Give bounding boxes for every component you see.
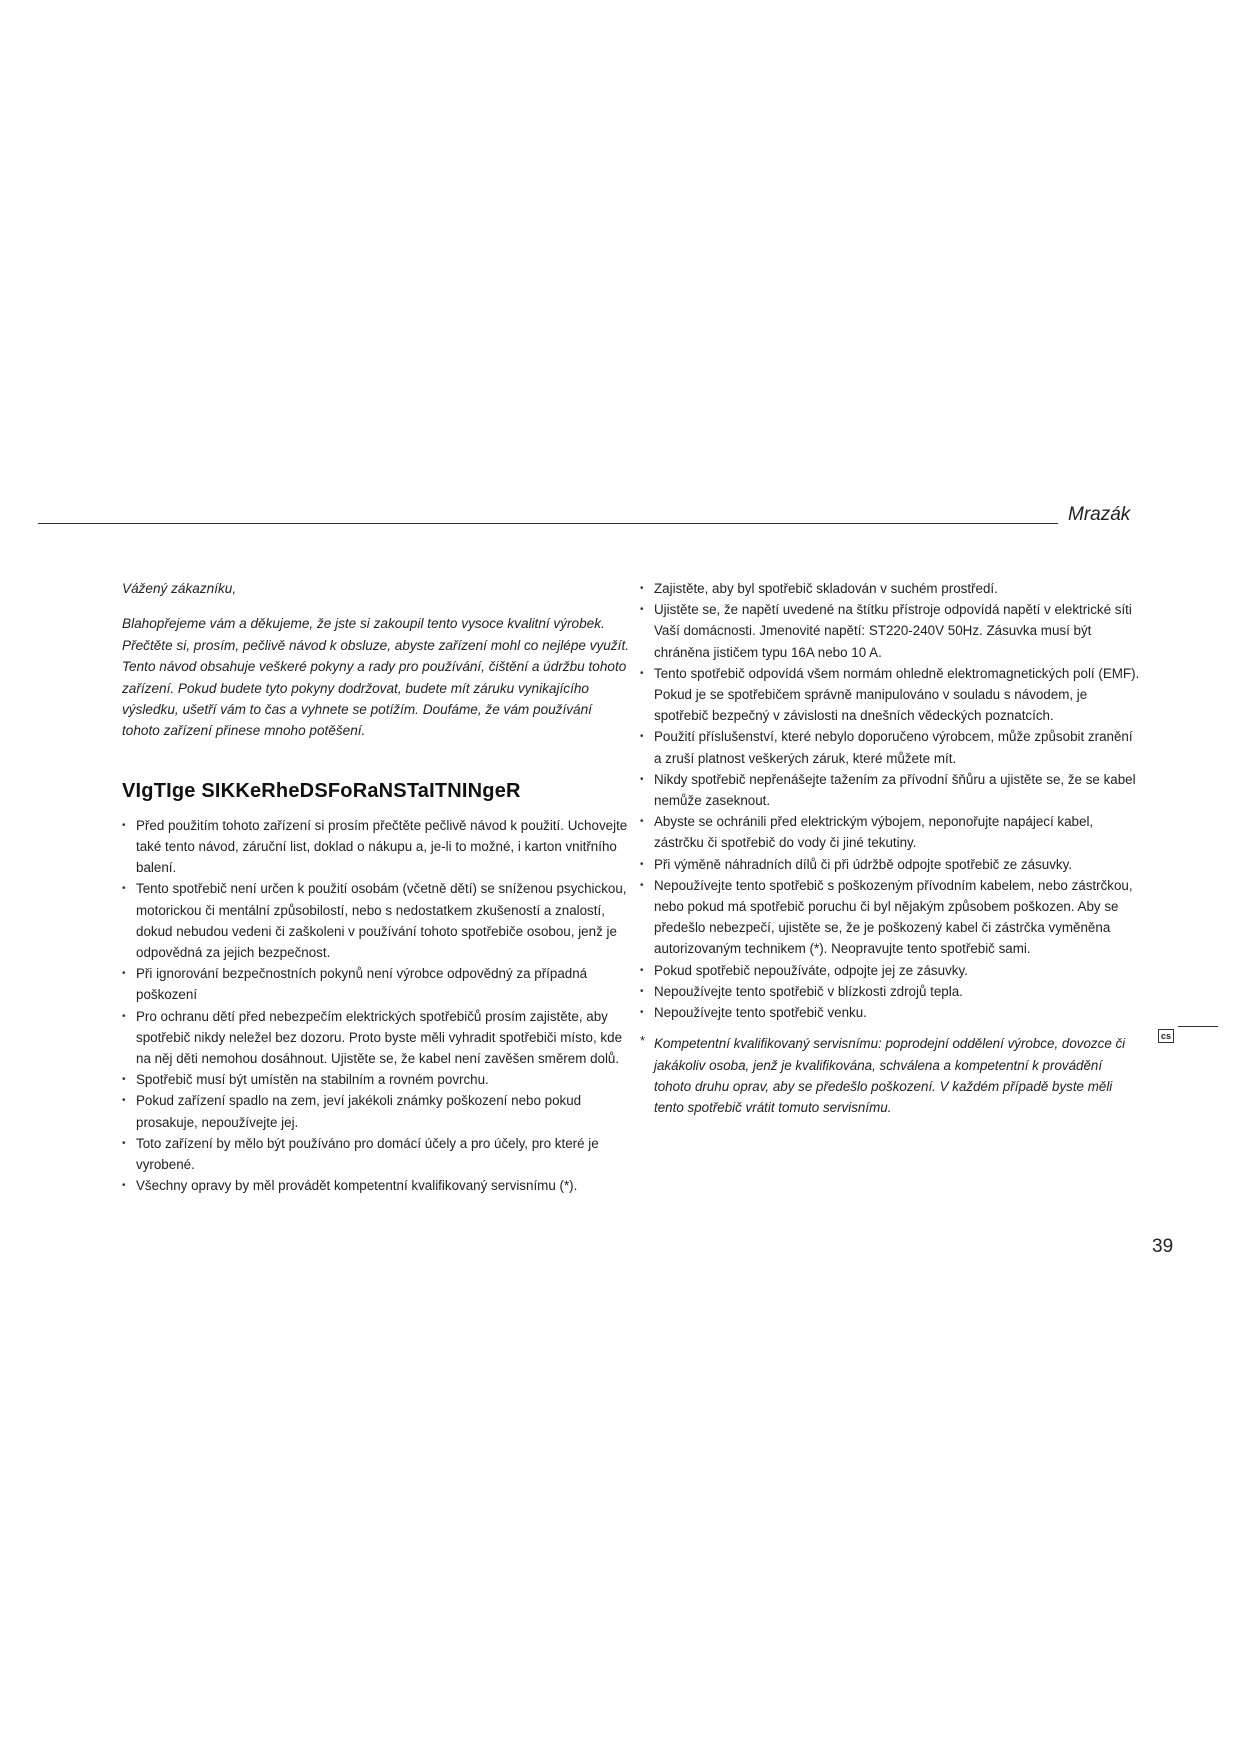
list-item: • Použití příslušenství, které nebylo doporučeno výrobcem, může způsobit zranění a zruší platnost veškerých záruk, které můžete mít. (640, 726, 1140, 768)
language-tab-line (1178, 1026, 1218, 1027)
footnote-marker: * (640, 1033, 646, 1049)
list-item: • Při výměně náhradních dílů či při údržbě odpojte spotřebič ze zásuvky. (640, 854, 1140, 875)
list-item: • Ujistěte se, že napětí uvedené na štítku přístroje odpovídá napětí v elektrické síti Vaší domácnosti. Jmenovité napětí: ST220-240V 50Hz. Zásuvka musí být chráněna jističem typu 16A nebo 10 A. (640, 599, 1140, 663)
list-item: • Nepoužívejte tento spotřebič s poškozeným přívodním kabelem, nebo zástrčkou, nebo pokud má spotřebič poruchu či byl nějakým způsobem poškozen. Aby se předešlo nebezpečí, ujistěte se, že je poškozený kabel či zástrčka vyměněna autorizovaným technikem (*). Neopravujte tento spotřebič sami. (640, 875, 1140, 960)
list-item: • Nepoužívejte tento spotřebič venku. (640, 1002, 1140, 1023)
list-item: • Pokud spotřebič nepoužíváte, odpojte jej ze zásuvky. (640, 960, 1140, 981)
list-item: • Pokud zařízení spadlo na zem, jeví jakékoli známky poškození nebo pokud prosakuje, nepoužívejte jej. (122, 1090, 632, 1132)
safety-heading: VIgTIge SIKKeRheDSFoRaNSTaITNINgeR (122, 779, 521, 802)
footnote-text: Kompetentní kvalifikovaný servisnímu: poprodejní oddělení výrobce, dovozce či jakákoliv osoba, jenž je kvalifikována, schválena a kompetentní k provádění tohoto druhu oprav, aby se předešlo poškození. V každém případě byste měli tento spotřebič vrátit tomuto servisnímu. (654, 1036, 1126, 1116)
intro-block (122, 578, 632, 742)
language-label: cs (1158, 1029, 1174, 1043)
list-item: • Toto zařízení by mělo být používáno pro domácí účely a pro účely, pro které je vyrobené. (122, 1133, 632, 1175)
page-number: 39 (1152, 1236, 1174, 1257)
footnote (640, 1033, 1140, 1119)
list-item: • Všechny opravy by měl provádět kompetentní kvalifikovaný servisnímu (*). (122, 1175, 632, 1196)
intro-paragraph: Blahopřejeme vám a děkujeme, že jste si zakoupil tento vysoce kvalitní výrobek. Přečtěte si, prosím, pečlivě návod k obsluze, abyste zařízení mohl co nejlépe využít. Tento návod obsahuje veškeré pokyny a rady pro používání, čištění a údržbu tohoto zařízení. Pokud budete tyto pokyny dodržovat, budete mít záruku vynikajícího výsledku, ušetří vám to čas a vyhnete se potížím. Doufáme, že vám používání tohoto zařízení přinese mnoho potěšení. (122, 616, 629, 739)
left-column (122, 578, 632, 1197)
list-item: • Nepoužívejte tento spotřebič v blízkosti zdrojů tepla. (640, 981, 1140, 1002)
list-item: • Zajistěte, aby byl spotřebič skladován v suchém prostředí. (640, 578, 1140, 599)
safety-list-left (122, 815, 632, 1197)
list-item: • Abyste se ochránili před elektrickým výbojem, neponořujte napájecí kabel, zástrčku či spotřebič do vody či jiné tekutiny. (640, 811, 1140, 853)
list-item: • Tento spotřebič odpovídá všem normám ohledně elektromagnetických polí (EMF). Pokud je se spotřebičem správně manipulováno v souladu s návodem, je spotřebič bezpečný v závislosti na dnešních vědeckých poznatcích. (640, 663, 1140, 727)
list-item: • Při ignorování bezpečnostních pokynů není výrobce odpovědný za případná poškození (122, 963, 632, 1005)
safety-list-right (640, 578, 1140, 1023)
list-item: • Tento spotřebič není určen k použití osobám (včetně dětí) se sníženou psychickou, motorickou či mentální způsobilostí, nebo s nedostatkem zkušeností a znalostí, dokud nebudou vedeni či zaškoleni v používání tohoto spotřebiče osobou, jenž je odpovědná za jejich bezpečnost. (122, 878, 632, 963)
intro-salutation: Vážený zákazníku, (122, 581, 237, 596)
header-rule (38, 523, 1058, 524)
list-item: • Pro ochranu dětí před nebezpečím elektrických spotřebičů prosím zajistěte, aby spotřebič nikdy neležel bez dozoru. Proto byste měli vyhradit spotřebiči místo, kde na něj děti nemohou dosáhnout. Ujistěte se, že kabel není zavěšen směrem dolů. (122, 1006, 632, 1070)
list-item: • Nikdy spotřebič nepřenášejte tažením za přívodní šňůru a ujistěte se, že se kabel nemůže zaseknout. (640, 769, 1140, 811)
list-item: • Před použitím tohoto zařízení si prosím přečtěte pečlivě návod k použití. Uchovejte také tento návod, záruční list, doklad o nákupu a, je-li to možné, i karton vnitřního balení. (122, 815, 632, 879)
language-tab (1158, 1026, 1174, 1044)
right-column (640, 578, 1140, 1119)
list-item: • Spotřebič musí být umístěn na stabilním a rovném povrchu. (122, 1069, 632, 1090)
header-title: Mrazák (1068, 504, 1131, 525)
